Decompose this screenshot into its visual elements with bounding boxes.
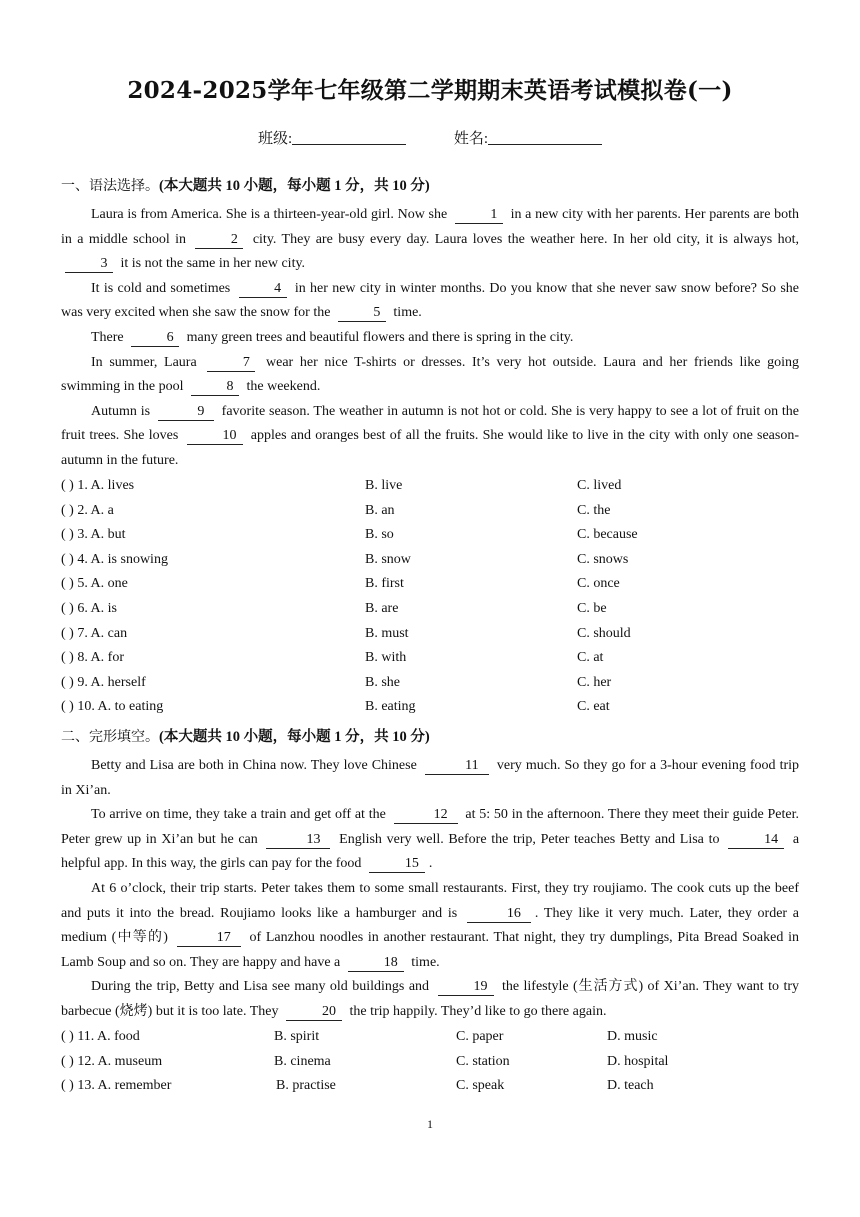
- passage-text: apples and oranges best of all the fruits. She would like to live in the city with only one season-autumn in the future.: [61, 428, 800, 468]
- option-a[interactable]: ( ) 7. A. can: [61, 625, 128, 641]
- passage-text: In summer, Laura: [91, 354, 197, 370]
- option-b[interactable]: B. spirit: [274, 1029, 320, 1044]
- blank-5[interactable]: 5: [338, 306, 386, 322]
- blank-6[interactable]: 6: [131, 331, 179, 347]
- option-c[interactable]: C. because: [577, 527, 638, 543]
- option-c[interactable]: C. should: [577, 625, 631, 641]
- question-row: [61, 597, 821, 622]
- option-c[interactable]: C. eat: [577, 699, 610, 715]
- page-number: 1: [427, 1117, 433, 1131]
- option-c[interactable]: C. snows: [577, 551, 629, 567]
- student-info: [0, 127, 860, 148]
- passage-text: a helpful app. In this way, the girls can pay for the food: [61, 831, 800, 872]
- option-d[interactable]: D. hospital: [607, 1053, 669, 1069]
- passage-text: the weekend.: [246, 379, 321, 395]
- option-c[interactable]: C. station: [456, 1053, 510, 1069]
- blank-15[interactable]: 15: [369, 857, 425, 873]
- passage-text: .: [428, 856, 433, 872]
- passage-text: Betty and Lisa are both in China now. They love Chinese: [91, 758, 417, 773]
- question-row: [61, 695, 821, 720]
- passage-text: it is not the same in her new city.: [120, 256, 306, 272]
- option-a[interactable]: ( ) 2. A. a: [61, 502, 114, 518]
- section-1-title: 一、语法选择。: [61, 178, 159, 194]
- option-b[interactable]: B. with: [365, 650, 407, 666]
- option-d[interactable]: D. music: [607, 1029, 658, 1044]
- blank-20[interactable]: 20: [286, 1005, 342, 1021]
- blank-17[interactable]: 17: [177, 931, 241, 947]
- option-a[interactable]: ( ) 9. A. herself: [61, 674, 146, 690]
- name-underline[interactable]: [488, 130, 602, 145]
- option-c[interactable]: C. paper: [456, 1029, 504, 1044]
- blank-2[interactable]: 2: [195, 233, 243, 249]
- passage-text: very much. So they go for a 3-hour evening food trip in Xi’an.: [61, 758, 800, 798]
- option-c[interactable]: C. lived: [577, 478, 622, 493]
- option-b[interactable]: B. eating: [365, 699, 416, 715]
- passage-text: in her new city in winter months. Do you know that she never saw snow before? So she was very excited when she saw the snow for the: [61, 280, 800, 321]
- question-row: [61, 671, 821, 696]
- option-b[interactable]: B. are: [365, 600, 399, 616]
- option-a[interactable]: ( ) 8. A. for: [61, 650, 124, 666]
- option-a[interactable]: ( ) 13. A. remember: [61, 1078, 172, 1094]
- option-b[interactable]: B. live: [365, 478, 403, 493]
- passage-text: time.: [411, 954, 440, 970]
- option-b[interactable]: B. an: [365, 502, 395, 518]
- section-2-title: 二、完形填空。: [61, 729, 159, 745]
- passage-text: city. They are busy every day. Laura loves the weather here. In her old city, it is always hot,: [252, 231, 800, 247]
- section-1-options: [61, 474, 821, 720]
- passage-text: . They like it very much. Later, they order a medium (中等的): [61, 905, 800, 946]
- option-a[interactable]: ( ) 10. A. to eating: [61, 699, 164, 715]
- option-a[interactable]: ( ) 12. A. museum: [61, 1053, 163, 1069]
- question-row: [61, 622, 821, 647]
- blank-12[interactable]: 12: [394, 808, 458, 824]
- passage-text: at 5: 50 in the afternoon. There they meet their guide Peter. Peter grew up in Xi’an but he can: [61, 807, 799, 847]
- paragraph: [61, 400, 799, 474]
- section-1-passage: [61, 203, 799, 474]
- passage-text: Laura is from America. She is a thirteen-year-old girl. Now she: [91, 207, 448, 222]
- paragraph: [61, 803, 799, 877]
- class-field[interactable]: [258, 127, 406, 148]
- blank-16[interactable]: 16: [467, 907, 531, 923]
- blank-1[interactable]: 1: [455, 208, 503, 224]
- option-c[interactable]: C. at: [577, 650, 604, 666]
- option-a[interactable]: ( ) 3. A. but: [61, 527, 126, 543]
- option-a[interactable]: ( ) 1. A. lives: [61, 478, 135, 493]
- passage-text: favorite season. The weather in autumn is not hot or cold. She is very happy to see a lot of fruit on the fruit trees. She loves: [61, 403, 799, 444]
- blank-4[interactable]: 4: [239, 282, 287, 298]
- section-2-heading: [61, 725, 430, 746]
- option-b[interactable]: B. so: [365, 527, 394, 543]
- option-c[interactable]: C. speak: [456, 1078, 505, 1094]
- blank-11[interactable]: 11: [425, 759, 489, 775]
- page-title: 2024-2025学年七年级第二学期期末英语考试模拟卷(一): [127, 77, 733, 104]
- option-b[interactable]: B. practise: [276, 1078, 336, 1094]
- passage-text: the lifestyle (生活方式) of Xi’an. They want to try barbecue (烧烤) but it is too late. They: [61, 979, 800, 1019]
- question-row: [61, 548, 821, 573]
- name-label: 姓名:: [453, 131, 489, 147]
- option-b[interactable]: B. first: [365, 576, 404, 592]
- section-1-rule: (本大题共 10 小题，每小题 1 分，共 10 分): [159, 178, 430, 194]
- passage-text: To arrive on time, they take a train and get off at the: [91, 807, 386, 823]
- name-field[interactable]: [454, 127, 602, 148]
- class-label: 班级:: [257, 131, 293, 147]
- blank-7[interactable]: 7: [207, 356, 255, 372]
- option-c[interactable]: C. her: [577, 674, 612, 690]
- passage-text: At 6 o’clock, their trip starts. Peter takes them to some small restaurants. First, they try roujiamo. The cook cuts up the beef and puts it into the bread. Roujiamo looks like a hamburger and is: [61, 880, 799, 921]
- question-row: [61, 572, 821, 597]
- blank-14[interactable]: 14: [728, 833, 784, 849]
- option-d[interactable]: D. teach: [607, 1078, 654, 1094]
- option-b[interactable]: B. cinema: [274, 1053, 331, 1069]
- paragraph: [61, 277, 799, 326]
- passage-text: Autumn is: [91, 403, 151, 419]
- passage-text: time.: [393, 305, 422, 321]
- passage-text: wear her nice T-shirts or dresses. It’s very hot outside. Laura and her friends like going swimming in the pool: [61, 354, 800, 395]
- option-b[interactable]: B. she: [365, 674, 400, 690]
- blank-13[interactable]: 13: [266, 833, 330, 849]
- question-row: [61, 499, 821, 524]
- paragraph: [61, 351, 799, 400]
- section-2-rule: (本大题共 10 小题，每小题 1 分，共 10 分): [159, 729, 430, 745]
- passage-text: of Lanzhou noodles in another restaurant. That night, they try dumplings, Pita Bread Soaked in Lamb Soup and so on. They are happy and have a: [61, 930, 799, 970]
- section-1-heading: [61, 174, 430, 195]
- paragraph: [61, 203, 799, 277]
- blank-9[interactable]: 9: [158, 405, 214, 421]
- option-a[interactable]: ( ) 4. A. is snowing: [61, 551, 168, 567]
- option-c[interactable]: C. be: [577, 600, 607, 616]
- option-a[interactable]: ( ) 5. A. one: [61, 576, 128, 592]
- section-2-options: [61, 1025, 821, 1099]
- question-row: [61, 1025, 821, 1050]
- paragraph: [61, 754, 799, 803]
- question-row: [61, 523, 821, 548]
- passage-text: It is cold and sometimes: [91, 280, 231, 296]
- blank-19[interactable]: 19: [438, 980, 494, 996]
- passage-text: in a new city with her parents. Her parents are both in a middle school in: [61, 207, 800, 247]
- option-b[interactable]: B. snow: [365, 551, 411, 567]
- option-c[interactable]: C. the: [577, 502, 611, 518]
- class-underline[interactable]: [292, 130, 406, 145]
- question-row: [61, 474, 821, 499]
- passage-text: During the trip, Betty and Lisa see many old buildings and: [91, 979, 430, 995]
- passage-text: English very well. Before the trip, Peter teaches Betty and Lisa to: [339, 831, 720, 847]
- passage-text: many green trees and beautiful flowers and there is spring in the city.: [186, 329, 574, 345]
- option-a[interactable]: ( ) 11. A. food: [61, 1029, 140, 1044]
- option-b[interactable]: B. must: [365, 625, 409, 641]
- blank-18[interactable]: 18: [348, 956, 404, 972]
- question-row: [61, 1074, 821, 1099]
- passage-text: the trip happily. They’d like to go there again.: [349, 1003, 607, 1019]
- question-row: [61, 646, 821, 671]
- option-a[interactable]: ( ) 6. A. is: [61, 600, 117, 616]
- paragraph: [61, 975, 799, 1024]
- paragraph: [61, 326, 799, 351]
- passage-text: There: [91, 329, 124, 345]
- blank-3[interactable]: 3: [65, 257, 113, 273]
- paragraph: [61, 877, 799, 975]
- option-c[interactable]: C. once: [577, 576, 620, 592]
- blank-8[interactable]: 8: [191, 380, 239, 396]
- section-2-passage: [61, 754, 799, 1025]
- question-row: [61, 1050, 821, 1075]
- blank-10[interactable]: 10: [187, 429, 243, 445]
